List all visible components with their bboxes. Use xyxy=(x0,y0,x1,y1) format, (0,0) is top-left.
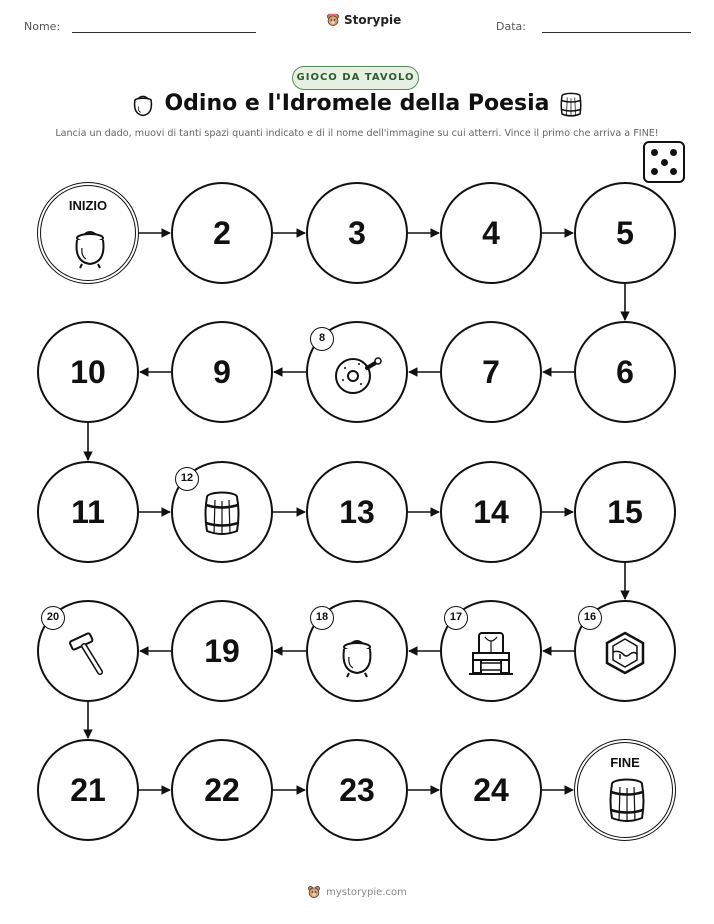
finish-space xyxy=(574,739,676,841)
space-number: 2 xyxy=(213,214,231,251)
space-number: 4 xyxy=(482,214,500,251)
board-space-7 xyxy=(440,321,542,423)
board-space-13 xyxy=(306,461,408,563)
space-number: 3 xyxy=(348,214,366,251)
board-space-8 xyxy=(306,321,408,423)
space-number: 23 xyxy=(339,771,375,808)
honey-icon xyxy=(599,627,651,679)
board-space-14 xyxy=(440,461,542,563)
board-space-5 xyxy=(574,182,676,284)
board-space-6 xyxy=(574,321,676,423)
board-space-24 xyxy=(440,739,542,841)
brand-name: Storypie xyxy=(344,13,402,27)
board-space-11 xyxy=(37,461,139,563)
space-number: 19 xyxy=(204,632,240,669)
space-number-badge: 18 xyxy=(310,606,334,630)
start-label: INIZIO xyxy=(68,198,108,213)
name-label: Nome: xyxy=(24,20,61,33)
space-number-badge: 17 xyxy=(444,606,468,630)
board-space-23 xyxy=(306,739,408,841)
start-space xyxy=(37,182,139,284)
space-number: 15 xyxy=(607,493,643,530)
cauldron-icon xyxy=(331,627,383,679)
board-space-10 xyxy=(37,321,139,423)
finish-label: FINE xyxy=(610,755,640,770)
instructions-text: Lancia un dado, muovi di tanti spazi quanti indicato e di il nome dell'immagine su cui atterri. Vince il primo che arriva a FINE! xyxy=(55,128,659,139)
barrel-icon xyxy=(601,775,653,827)
board-space-16 xyxy=(574,600,676,702)
cauldron-icon xyxy=(64,218,116,270)
page-title: Odino e l'Idromele della Poesia xyxy=(164,91,550,116)
throne-icon xyxy=(465,627,517,679)
date-label: Data: xyxy=(496,20,526,33)
footer-url[interactable]: mystorypie.com xyxy=(326,886,407,898)
space-number: 10 xyxy=(70,353,106,390)
space-number: 24 xyxy=(473,771,509,808)
board-space-18 xyxy=(306,600,408,702)
bear-mascot-icon xyxy=(307,885,321,899)
board-space-4 xyxy=(440,182,542,284)
board-space-19 xyxy=(171,600,273,702)
space-number-badge: 8 xyxy=(310,327,334,351)
space-number: 9 xyxy=(213,353,231,390)
space-number: 22 xyxy=(204,771,240,808)
board-space-3 xyxy=(306,182,408,284)
space-number: 7 xyxy=(482,353,500,390)
space-number: 11 xyxy=(71,493,105,530)
board-space-15 xyxy=(574,461,676,563)
space-number-badge: 20 xyxy=(41,606,65,630)
millstone-icon xyxy=(331,348,383,400)
board-space-9 xyxy=(171,321,273,423)
board-space-21 xyxy=(37,739,139,841)
game-type-badge: GIOCO DA TAVOLO xyxy=(292,66,419,90)
space-number: 13 xyxy=(339,493,375,530)
board-space-20 xyxy=(37,600,139,702)
board-space-17 xyxy=(440,600,542,702)
board-space-22 xyxy=(171,739,273,841)
space-number-badge: 16 xyxy=(578,606,602,630)
space-number-badge: 12 xyxy=(175,467,199,491)
footer xyxy=(0,885,714,899)
space-number: 6 xyxy=(616,353,634,390)
space-number: 14 xyxy=(473,493,509,530)
space-number: 21 xyxy=(70,771,106,808)
board-space-2 xyxy=(171,182,273,284)
space-number: 5 xyxy=(616,214,634,251)
board-space-12 xyxy=(171,461,273,563)
hammer-icon xyxy=(62,627,114,679)
barrel-icon xyxy=(196,488,248,540)
